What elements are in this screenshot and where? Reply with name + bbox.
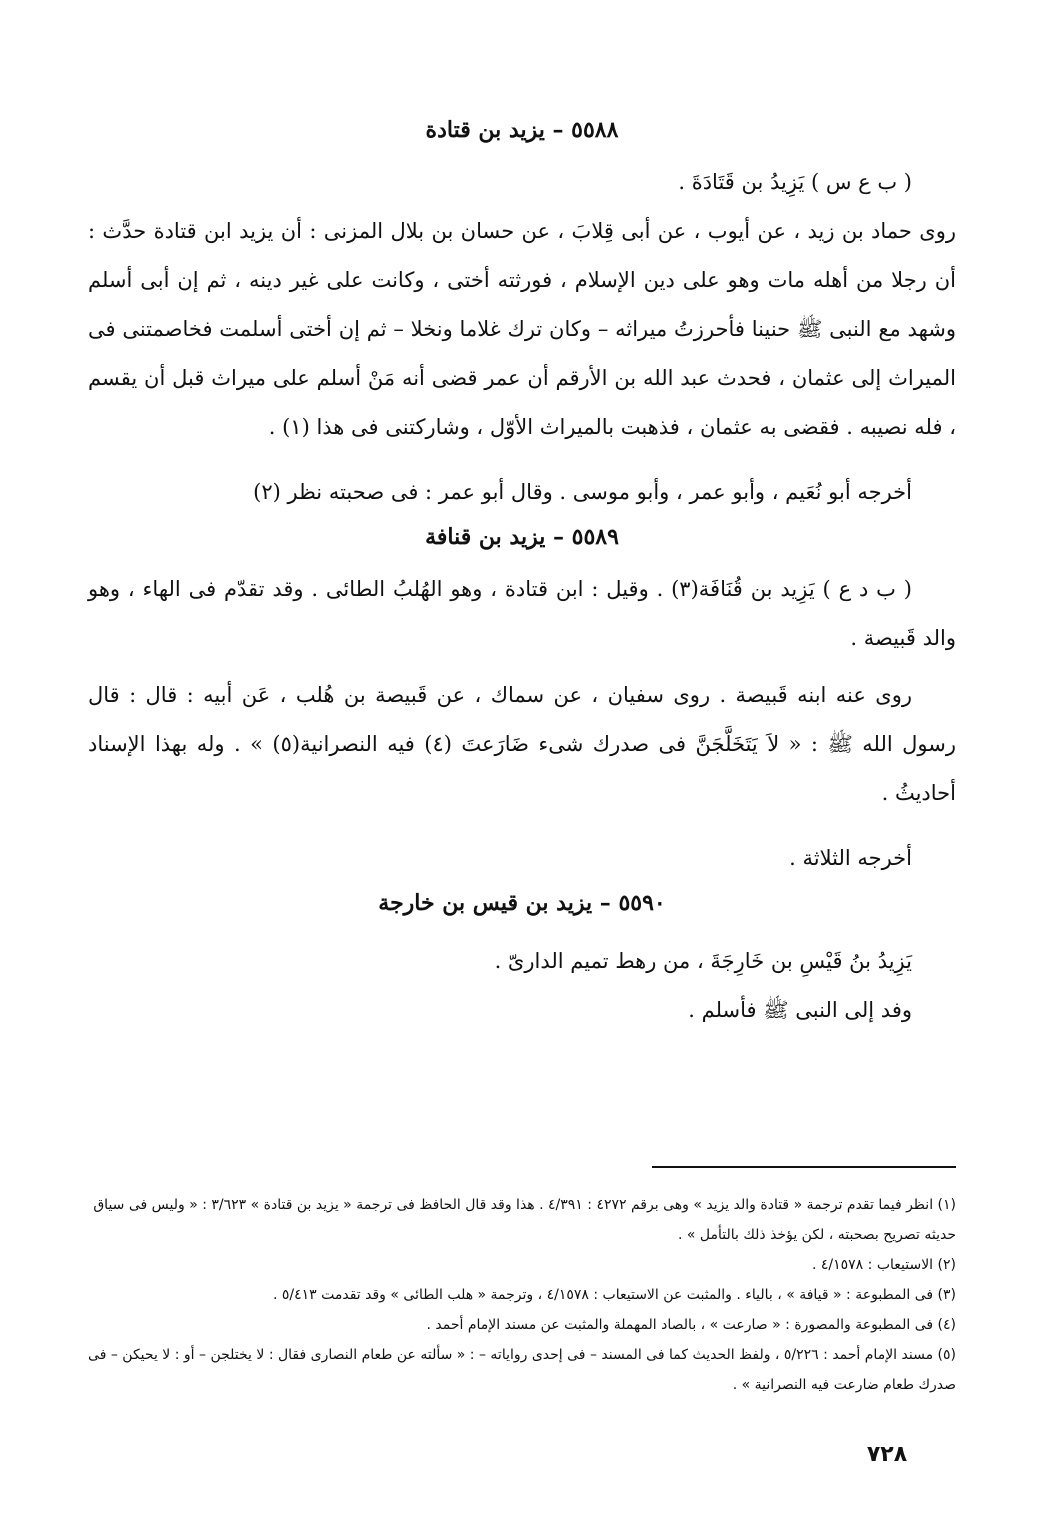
entry-body: وفد إلى النبى ﷺ فأسلم . [688,998,912,1022]
entry-title: ٥٥٨٨ – يزيد بن قتادة [425,117,619,143]
footnote-3: (٣) فى المطبوعة : « قيافة » ، بالياء . والمثبت عن الاستيعاب : ٤/١٥٧٨ ، وترجمة « هلب الطائى » وقد تقدمت ٥/٤١٣ . [272,1287,956,1303]
entry-body: روى حماد بن زيد ، عن أيوب ، عن أبى قِلابَ ، عن حسان بن بلال المزنى : أن يزيد ابن قتادة حدَّث : أن رجلا من أهله مات وهو على دين الإسلام ، فورثته أختى ، وكانت على غير دينه ، ثم إن أبى أسلم وشهد مع النبى ﷺ حنينا فأحرزتُ ميراثه – وكان ترك غلاما ونخلا – ثم إن أختى أسلمت فخاصمتنى فى الميراث إلى عثمان ، فحدث عبد الله بن الأرقم أن عمر قضى أنه مَنْ أسلم على ميراث قبل أن يقسم ، فله نصيبه . فقضى به عثمان ، فذهبت بالميراث الأوّل ، وشاركتنى فى هذا (١) . [88,219,956,439]
footnote-5: (٥) مسند الإمام أحمد : ٥/٢٢٦ ، ولفظ الحديث كما فى المسند – فى إحدى رواياته – : « سألته عن طعام النصارى فقال : لا يختلجن – أو : لا يحيكن – فى صدرك طعام ضارعت فيه النصرانية » . [88,1347,956,1393]
main-text-block [88,112,956,1035]
entry-5590 [88,885,956,1035]
entry-5588 [88,112,956,517]
entry-lead: يَزِيدُ بنُ قَيْسِ بن خَارِجَةَ ، من رهط تميم الدارىّ . [494,949,912,973]
footnote-1: (١) انظر فيما تقدم ترجمة « قتادة والد يزيد » وهى برقم ٤٢٧٢ : ٤/٣٩١ . هذا وقد قال الحافظ فى ترجمة « يزيد بن قتادة » ٣/٦٢٣ : « وليس فى سياق حديثه تصريح بصحبته ، لكن يؤخذ ذلك بالتأمل » . [93,1197,956,1243]
footnote-4: (٤) فى المطبوعة والمصورة : « صارعت » ، بالصاد المهملة والمثبت عن مسند الإمام أحمد . [426,1317,956,1333]
entry-title: ٥٥٩٠ – يزيد بن قيس بن خارجة [378,890,666,916]
entry-5589 [88,519,956,883]
footnote-2: (٢) الاستيعاب : ٤/١٥٧٨ . [811,1257,956,1273]
footnotes [88,1190,956,1400]
entry-body: روى عنه ابنه قَبيصة . روى سفيان ، عن سماك ، عن قَبيصة بن هُلب ، عَن أبيه : قال : قال رسول الله ﷺ : « لاَ يَتَخَلَّجَنَّ فى صدرك شىء ضَارَعتَ (٤) فيه النصرانية(٥) » . وله بهذا الإسناد أحاديثُ . [88,683,957,805]
footnote-divider [652,1166,956,1168]
page-number: ٧٢٨ [866,1442,908,1467]
entry-citation: أخرجه الثلاثة . [789,846,912,870]
entry-lead: ( ب ع س ) يَزِيدُ بن قَتَادَةَ . [678,170,912,194]
entry-citation: أخرجه أبو نُعَيم ، وأبو عمر ، وأبو موسى . وقال أبو عمر : فى صحبته نظر (٢) [253,480,912,504]
entry-title: ٥٥٨٩ – يزيد بن قنافة [425,524,619,550]
entry-lead: ( ب د ع ) يَزِيد بن قُنَافَة(٣) . وقيل : ابن قتادة ، وهو الهُلبُ الطائى . وقد تقدّم فى الهاء ، وهو والد قَبيصة . [88,577,956,650]
